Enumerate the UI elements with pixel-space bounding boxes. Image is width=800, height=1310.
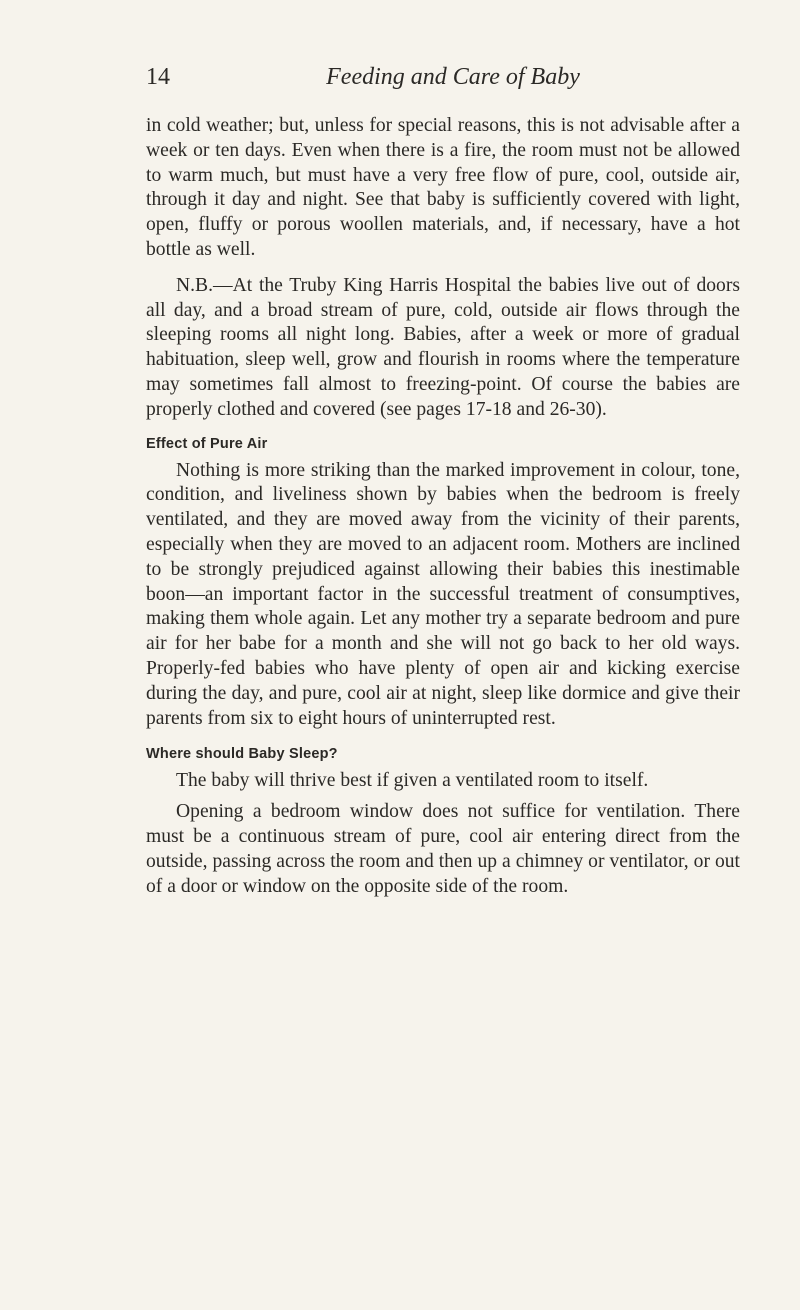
section-heading-baby-sleep: Where should Baby Sleep? bbox=[146, 746, 338, 763]
section-heading-pure-air: Effect of Pure Air bbox=[146, 435, 268, 452]
page-number: 14 bbox=[146, 64, 170, 90]
paragraph-nb: N.B.—At the Truby King Harris Hospital the babies live out of doors all day, and a broad stream of pure, cold, outside air flows through the sleeping rooms all night long. Babies, after a week or more of gradual habituation, sleep well, grow and flourish in rooms where the temperature may sometimes fall almost to freezing-point. Of course the babies are properly clothed and covered (see pages 17-18 and 26-30). bbox=[146, 274, 740, 420]
page-header bbox=[146, 64, 740, 94]
paragraph-ventilated-room: The baby will thrive best if given a ventilated room to itself. bbox=[176, 770, 649, 792]
paragraph-continuation: in cold weather; but, unless for special reasons, this is not advisable after a week or ten days. Even when there is a fire, the room must not be allowed to warm much, but must have a very free flow of pure, cool, outside air, through it day and night. See that baby is sufficiently covered with light, open, fluffy or porous woollen materials, and, if necessary, have a hot bottle as well. bbox=[146, 115, 740, 260]
page-body bbox=[146, 114, 740, 899]
paragraph-pure-air: Nothing is more striking than the marked improvement in colour, tone, condition, and liveliness shown by babies when the bedroom is freely ventilated, and they are moved away from the vicinity of their parents, especially when they are moved to an adjacent room. Mothers are inclined to be strongly prejudiced against allowing their babies this inestimable boon—an important factor in the successful treatment of consumptives, making them whole again. Let any mother try a separate bedroom and pure air for her babe for a month and she will not go back to her old ways. Properly-fed babies who have plenty of open air and kicking exercise during the day, and pure, cool air at night, sleep like dormice and give their parents from six to eight hours of uninterrupted rest. bbox=[146, 459, 740, 729]
paragraph-ventilation: Opening a bedroom window does not suffice for ventilation. There must be a continuous stream of pure, cool air entering direct from the outside, passing across the room and then up a chimney or ventilator, or out of a door or window on the opposite side of the room. bbox=[146, 801, 740, 897]
running-title: Feeding and Care of Baby bbox=[326, 64, 580, 90]
